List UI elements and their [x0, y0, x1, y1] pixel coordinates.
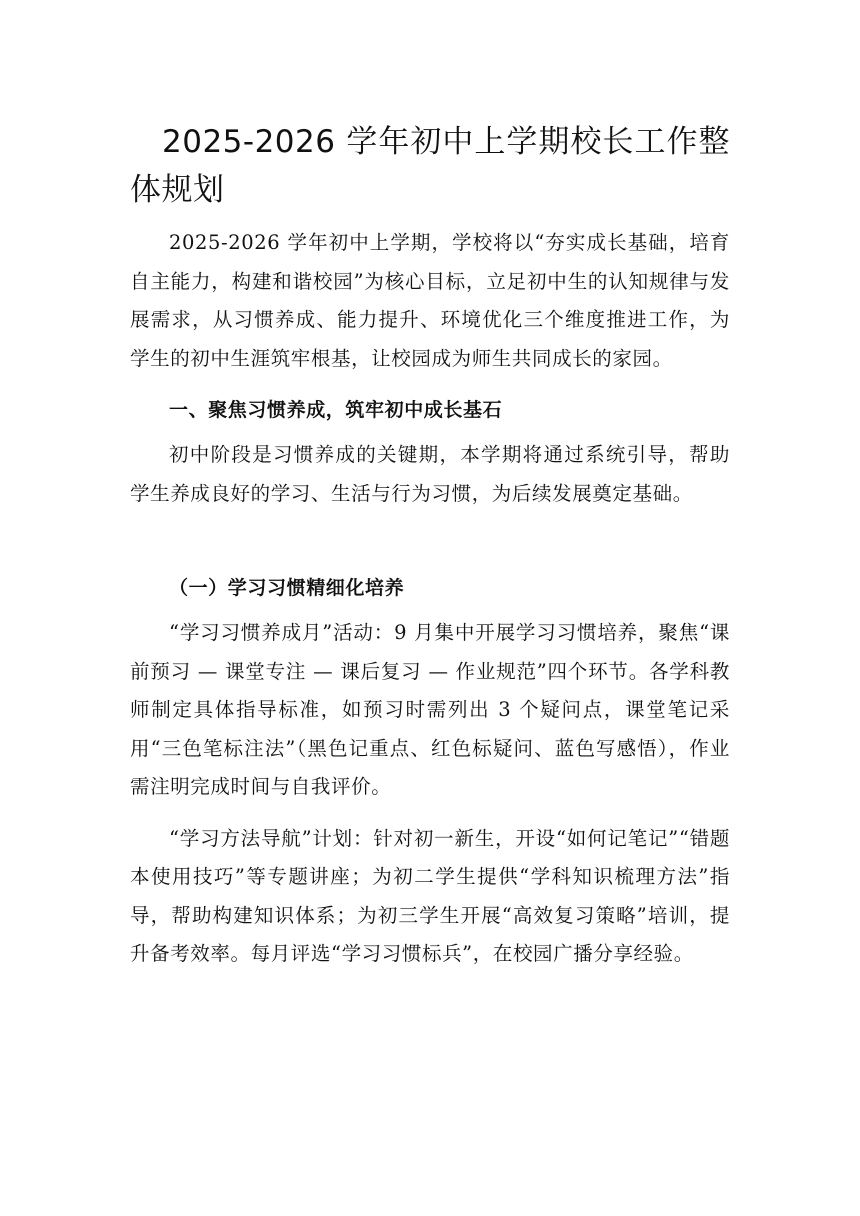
subsection-1-paragraph-2: “学习方法导航”计划：针对初一新生，开设“如何记笔记”“错题本使用技巧”等专题讲座；为初二学生提供“学科知识梳理方法”指导，帮助构建知识体系；为初三学生开展“高效复习策略”培训，提升备考效率。每月评选“学习习惯标兵”，在校园广播分享经验。 — [130, 826, 730, 965]
document-page — [130, 118, 730, 987]
subsection-1-paragraph-1: “学习习惯养成月”活动：9 月集中开展学习习惯培养，聚焦“课前预习 — 课堂专注 — 课后复习 — 作业规范”四个环节。各学科教师制定具体指导标准，如预习时需列出 3 个疑问点，课堂笔记采用“三色笔标注法”（黑色记重点、红色标疑问、蓝色写感悟），作业需注明完成时间与自我评价。 — [130, 621, 730, 798]
section-1-intro-paragraph: 初中阶段是习惯养成的关键期，本学期将通过系统引导，帮助学生养成良好的学习、生活与行为习惯，为后续发展奠定基础。 — [130, 443, 730, 505]
document-title: 2025-2026 学年初中上学期校长工作整体规划 — [130, 124, 730, 208]
section-heading-1: 一、聚焦习惯养成，筑牢初中成长基石 — [169, 399, 503, 421]
subsection-heading-1: （一）学习习惯精细化培养 — [169, 577, 405, 599]
intro-paragraph: 2025-2026 学年初中上学期，学校将以“夯实成长基础，培育自主能力，构建和谐校园”为核心目标，立足初中生的认知规律与发展需求，从习惯养成、能力提升、环境优化三个维度推进工作，为学生的初中生涯筑牢根基，让校园成为师生共同成长的家园。 — [130, 231, 730, 370]
